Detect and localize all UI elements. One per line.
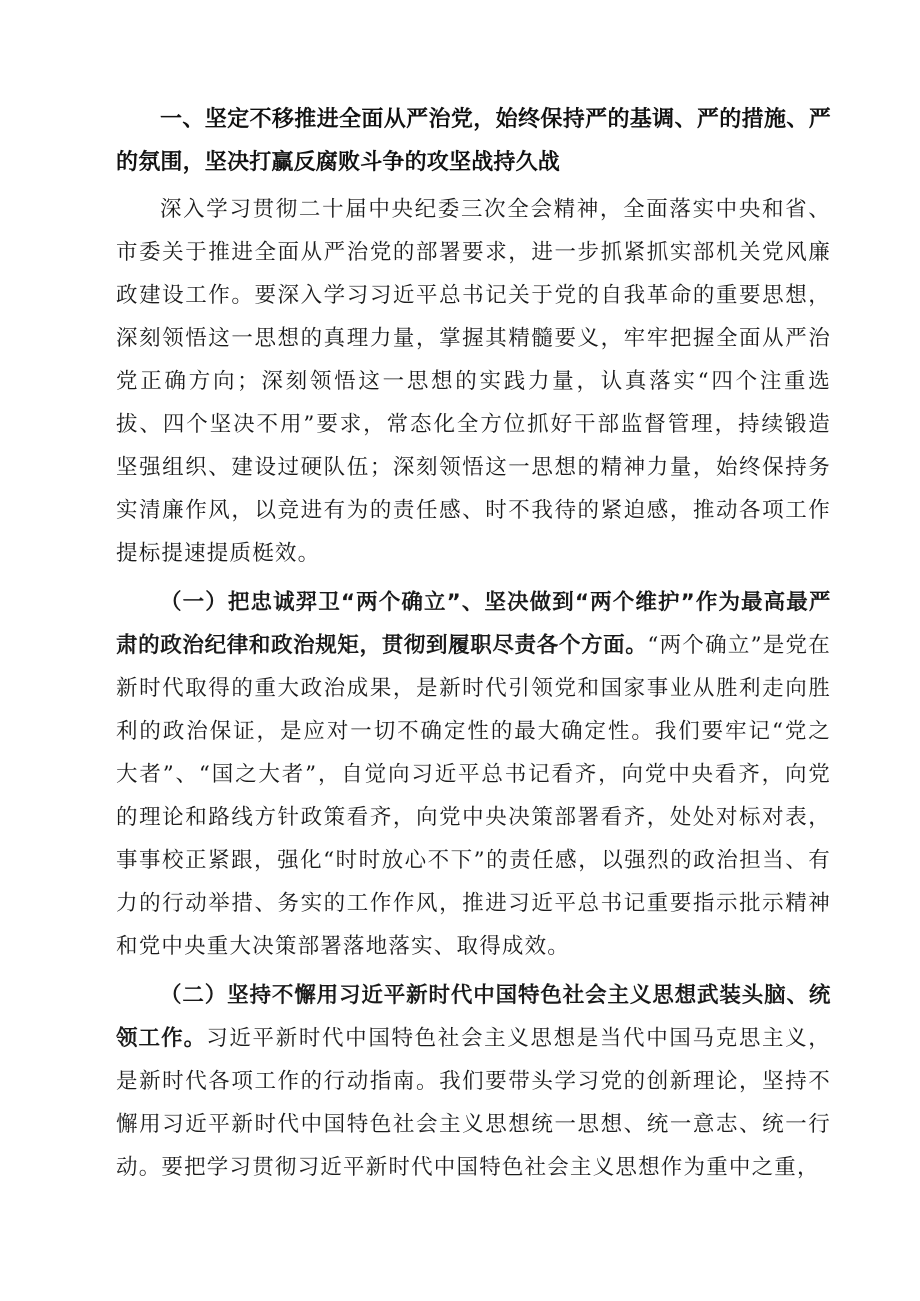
intro-paragraph: 深入学习贯彻二十届中央纪委三次全会精神，全面落实中央和省、市委关于推进全面从严治党的部署要求，进一步抓紧抓实部机关党风廉政建设工作。要深入学习习近平总书记关于党的自我革命的重要思想，深刻领悟这一思想的真理力量，掌握其精髓要义，牢牢把握全面从严治党正确方向；深刻领悟这一思想的实践力量，认真落实“四个注重选拔、四个坚决不用”要求，常态化全方位抓好干部监督管理，持续锻造坚强组织、建设过硬队伍；深刻领悟这一思想的精神力量，始终保持务实清廉作风，以竞进有为的责任感、时不我待的紧迫感，推动各项工作提标提速提质梃效。	[116, 197, 831, 566]
document-body	[116, 98, 831, 1189]
paragraph-section-1	[116, 581, 831, 968]
body-section-2: 习近平新时代中国特色社会主义思想是当代中国马克思主义，是新时代各项工作的行动指南。我们要带头学习党的创新理论，坚持不懈用习近平新时代中国特色社会主义思想统一思想、统一意志、统一行动。要把学习贯彻习近平新时代中国特色社会主义思想作为重中之重，	[116, 1026, 831, 1180]
subheading-section-2: （二）坚持不懈用习近平新时代中国特色社会主义思想武装头脑、统领工作。	[116, 983, 831, 1051]
body-section-1: “两个确立”是党在新时代取得的重大政治成果，是新时代引领党和国家事业从胜利走向胜利的政治保证，是应对一切不确定性的最大确定性。我们要牢记“党之大者”、“国之大者”，自觉向习近平总书记看齐，向党中央看齐，向党的理论和路线方针政策看齐，向党中央决策部署看齐，处处对标对表，事事校正紧跟，强化“时时放心不下”的责任感，以强烈的政治担当、有力的行动举措、务实的工作作风，推进习近平总书记重要指示批示精神和党中央重大决策部署落地落实、取得成效。	[116, 633, 831, 959]
subheading-section-1: （一）把忠诚羿卫“两个确立”、坚决做到“两个维护”作为最高最严肃的政治纪律和政治规矩，贯彻到履职尽责各个方面。	[116, 590, 831, 658]
section-heading: 一、坚定不移推进全面从严治党，始终保持严的基调、严的措施、严的氛围，坚决打赢反腐败斗争的攻坚战持久战	[116, 107, 831, 175]
paragraph-section-2	[116, 974, 831, 1189]
